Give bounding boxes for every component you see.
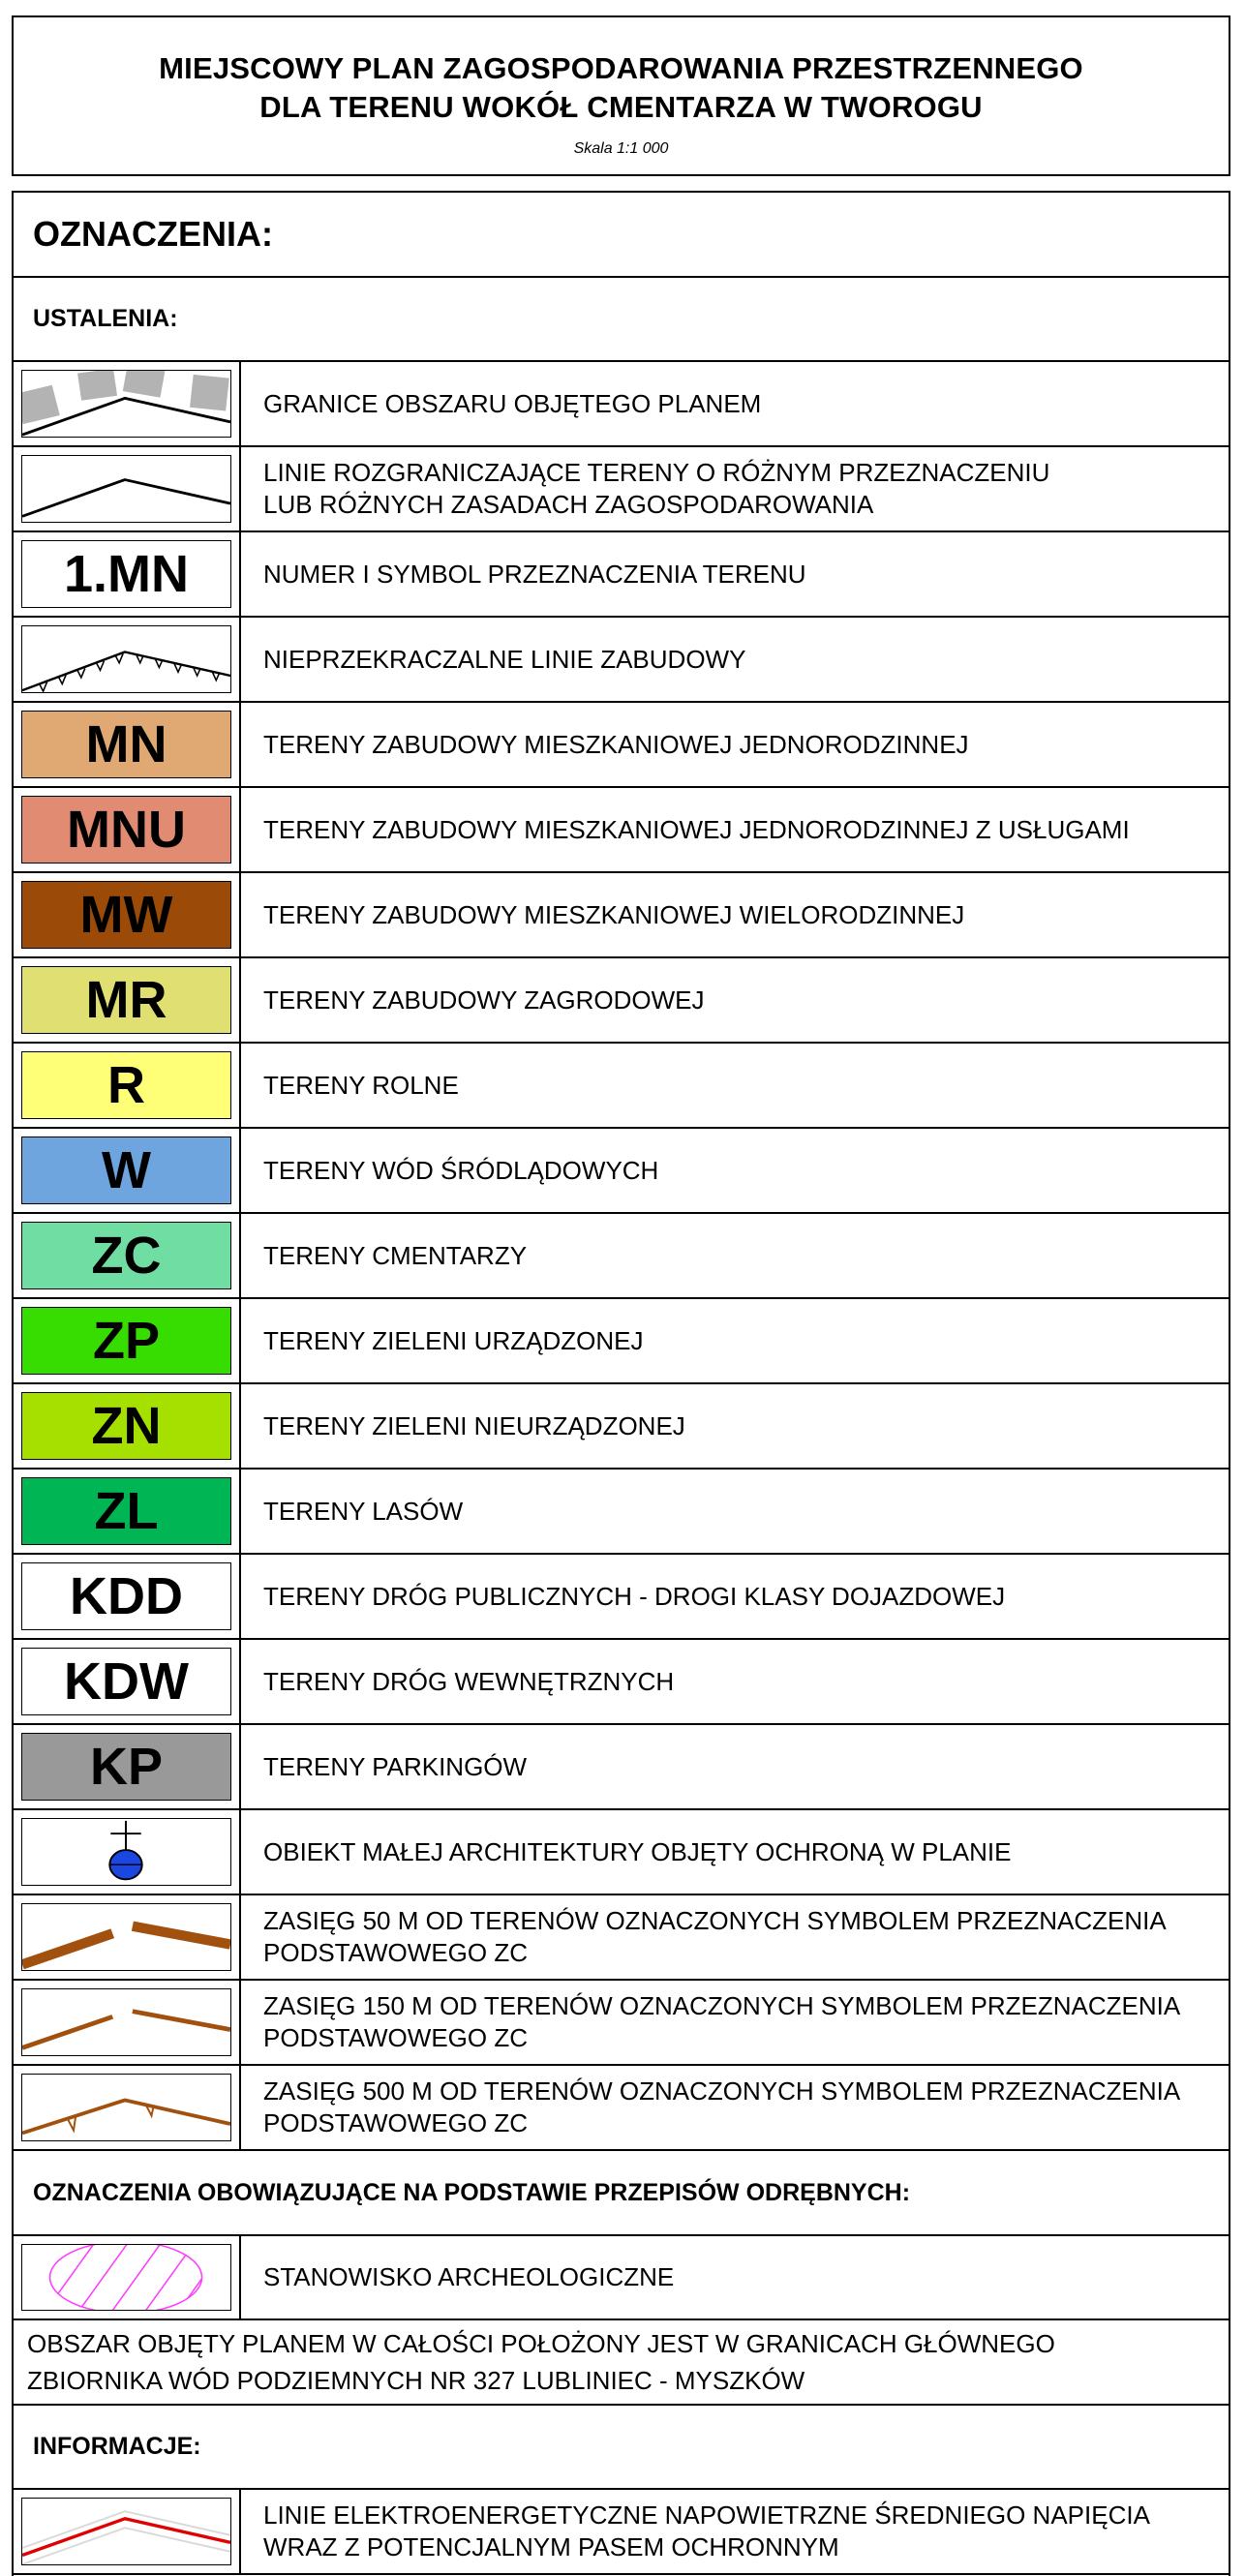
legend-row-zp <box>14 1299 1229 1384</box>
legend-desc: TERENY ZIELENI URZĄDZONEJ <box>263 1325 644 1355</box>
building-line-icon <box>21 625 231 693</box>
land-use-symbol: KDD <box>21 1562 231 1630</box>
legend-row-mn <box>14 703 1229 788</box>
land-use-symbol: ZN <box>21 1392 231 1460</box>
legend-desc: TERENY ZABUDOWY MIESZKANIOWEJ WIELORODZINNEJ <box>263 899 965 929</box>
groundwater-note-line2: ZBIORNIKA WÓD PODZIEMNYCH NR 327 LUBLINIEC - MYSZKÓW <box>27 2366 805 2395</box>
legend-desc: PODSTAWOWEGO ZC <box>263 1938 528 1967</box>
groundwater-note-row <box>14 2320 1229 2406</box>
legend-row-mnu <box>14 788 1229 873</box>
land-use-symbol: MR <box>21 966 231 1034</box>
land-use-symbol: W <box>21 1136 231 1204</box>
title-block <box>12 15 1230 176</box>
legend-row-range-500m <box>14 2066 1229 2151</box>
land-use-symbol: MW <box>21 881 231 949</box>
legend-desc: TERENY ZABUDOWY MIESZKANIOWEJ JEDNORODZINNEJ <box>263 729 969 759</box>
section-title-informacje: INFORMACJE: <box>33 2433 201 2460</box>
section-title-odrebne: OZNACZENIA OBOWIĄZUJĄCE NA PODSTAWIE PRZEPISÓW ODRĘBNYCH: <box>33 2178 911 2206</box>
legend-row-zl <box>14 1470 1229 1555</box>
legend-desc: GRANICE OBSZARU OBJĘTEGO PLANEM <box>263 388 762 418</box>
legend-row-number-symbol <box>14 532 1229 618</box>
plan-boundary-icon <box>21 370 231 438</box>
land-use-symbol: R <box>21 1051 231 1119</box>
legend-row-range-150m <box>14 1981 1229 2066</box>
protected-object-icon <box>21 1818 231 1886</box>
legend-desc: TERENY ROLNE <box>263 1070 459 1100</box>
legend-desc: WRAZ Z POTENCJALNYM PASEM OCHRONNYM <box>263 2532 839 2561</box>
legend-row-kdw <box>14 1640 1229 1725</box>
legend-desc: TERENY DRÓG PUBLICZNYCH - DROGI KLASY DOJAZDOWEJ <box>263 1581 1006 1611</box>
legend-row-mr <box>14 958 1229 1044</box>
legend-row-plan-boundary <box>14 362 1229 447</box>
range-150m-icon <box>21 1988 231 2056</box>
range-50m-icon <box>21 1903 231 1971</box>
legend-desc: LINIE ROZGRANICZAJĄCE TERENY O RÓŻNYM PRZEZNACZENIU <box>263 458 1050 487</box>
land-use-symbol: ZC <box>21 1222 231 1289</box>
legend-desc: TERENY LASÓW <box>263 1496 464 1526</box>
legend-desc: STANOWISKO ARCHEOLOGICZNE <box>263 2262 675 2291</box>
legend-desc: PODSTAWOWEGO ZC <box>263 2108 528 2137</box>
legend-row-r <box>14 1044 1229 1129</box>
legend-row-w <box>14 1129 1229 1214</box>
legend-desc: TERENY DRÓG WEWNĘTRZNYCH <box>263 1666 675 1696</box>
legend-row-zn <box>14 1384 1229 1470</box>
legend-desc: TERENY ZIELENI NIEURZĄDZONEJ <box>263 1410 685 1440</box>
section-header-informacje <box>14 2406 1229 2490</box>
legend-row-zc <box>14 1214 1229 1299</box>
land-use-symbol: 1.MN <box>21 540 231 608</box>
legend-desc: TERENY ZABUDOWY MIESZKANIOWEJ JEDNORODZINNEJ Z USŁUGAMI <box>263 814 1130 844</box>
legend-desc: NUMER I SYMBOL PRZEZNACZENIA TERENU <box>263 559 806 589</box>
legend-desc: ZASIĘG 150 M OD TERENÓW OZNACZONYCH SYMBOLEM PRZEZNACZENIA <box>263 1991 1181 2020</box>
legend-row-kdd <box>14 1555 1229 1640</box>
demarcation-line-icon <box>21 455 231 523</box>
legend-desc: LUB RÓŻNYCH ZASADACH ZAGOSPODAROWANIA <box>263 490 874 519</box>
legend-desc: NIEPRZEKRACZALNE LINIE ZABUDOWY <box>263 644 746 674</box>
land-use-symbol: KP <box>21 1733 231 1801</box>
legend-row-mw <box>14 873 1229 958</box>
land-use-symbol: KDW <box>21 1648 231 1715</box>
scale-label: Skala 1:1 000 <box>573 140 669 157</box>
legend-row-power-line <box>14 2490 1229 2575</box>
legend-title-row <box>14 193 1229 278</box>
section-header-odrebne <box>14 2151 1229 2236</box>
legend-table <box>12 191 1230 2576</box>
plan-title-line1: MIEJSCOWY PLAN ZAGOSPODAROWANIA PRZESTRZENNEGO <box>159 51 1083 85</box>
legend-row-building-line <box>14 618 1229 703</box>
range-500m-icon <box>21 2074 231 2141</box>
land-use-symbol: ZP <box>21 1307 231 1375</box>
legend-row-protected-object <box>14 1810 1229 1895</box>
land-use-symbol: ZL <box>21 1477 231 1545</box>
legend-row-demarcation-line <box>14 447 1229 532</box>
legend-row-kp <box>14 1725 1229 1810</box>
legend-row-range-50m <box>14 1895 1229 1981</box>
groundwater-note-line1: OBSZAR OBJĘTY PLANEM W CAŁOŚCI POŁOŻONY JEST W GRANICACH GŁÓWNEGO <box>27 2329 1055 2358</box>
legend-desc: TERENY CMENTARZY <box>263 1240 528 1270</box>
land-use-symbol: MN <box>21 711 231 778</box>
legend-desc: OBIEKT MAŁEJ ARCHITEKTURY OBJĘTY OCHRONĄ W PLANIE <box>263 1836 1012 1866</box>
legend-desc: TERENY ZABUDOWY ZAGRODOWEJ <box>263 985 705 1015</box>
section-title-ustalenia: USTALENIA: <box>33 305 178 332</box>
legend-desc: TERENY PARKINGÓW <box>263 1751 528 1781</box>
archaeological-site-icon <box>21 2244 231 2311</box>
legend-desc: LINIE ELEKTROENERGETYCZNE NAPOWIETRZNE ŚREDNIEGO NAPIĘCIA <box>263 2500 1150 2530</box>
plan-title-line2: DLA TERENU WOKÓŁ CMENTARZA W TWOROGU <box>259 90 983 124</box>
legend-title: OZNACZENIA: <box>33 214 273 254</box>
legend-desc: TERENY WÓD ŚRÓDLĄDOWYCH <box>263 1155 659 1185</box>
legend-desc: PODSTAWOWEGO ZC <box>263 2023 528 2052</box>
legend-desc: ZASIĘG 500 M OD TERENÓW OZNACZONYCH SYMBOLEM PRZEZNACZENIA <box>263 2076 1181 2106</box>
legend-desc: ZASIĘG 50 M OD TERENÓW OZNACZONYCH SYMBOLEM PRZEZNACZENIA <box>263 1906 1167 1935</box>
legend-row-archaeological-site <box>14 2236 1229 2320</box>
section-header-ustalenia <box>14 278 1229 362</box>
power-line-icon <box>21 2498 231 2565</box>
land-use-symbol: MNU <box>21 796 231 864</box>
